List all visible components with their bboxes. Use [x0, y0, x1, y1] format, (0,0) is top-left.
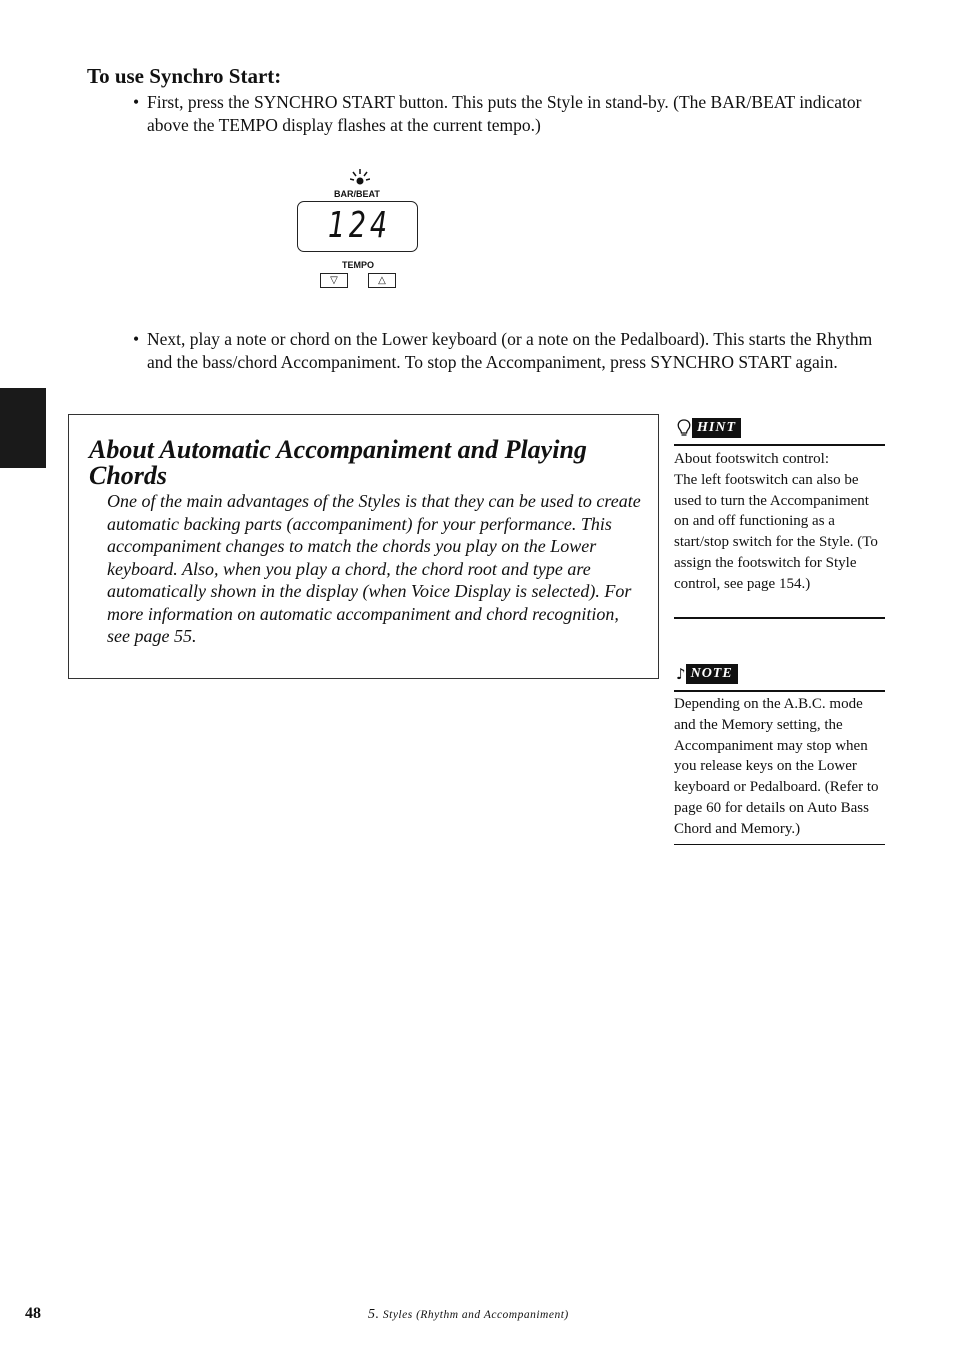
hint-badge — [676, 418, 741, 438]
hint-title: About footswitch control: — [674, 451, 829, 467]
info-box — [68, 414, 659, 679]
section-heading: To use Synchro Start: — [87, 64, 282, 88]
bullet-mark: • — [133, 92, 140, 112]
note-badge-label: NOTE — [686, 664, 738, 684]
hint-badge-label: HINT — [692, 418, 741, 438]
bullet-item-2 — [133, 328, 873, 373]
bullet-item-1 — [133, 91, 873, 136]
info-box-body: One of the main advantages of the Styles is that they can be used to create automatic backing parts (accompaniment) for your performance. This accompaniment changes to match the chords you play on the Lower keyboard. Also, when you play a chord, the chord root and type are automatically shown in the display (when Voice Display is selected). For more information on automatic accompaniment and chord recognition, see page 55. — [107, 491, 641, 646]
lightbulb-icon — [676, 418, 692, 438]
note-badge — [676, 664, 738, 684]
note-divider — [674, 844, 885, 845]
tempo-up-button[interactable]: △ — [368, 273, 396, 288]
barbeat-label: BAR/BEAT — [334, 189, 380, 199]
bullet-text: First, press the SYNCHRO START button. This puts the Style in stand-by. (The BAR/BEAT indicator above the TEMPO display flashes at the current tempo.) — [147, 92, 862, 135]
hint-header — [674, 416, 885, 446]
info-box-title: About Automatic Accompaniment and Playing Chords — [89, 435, 587, 490]
hint-content — [674, 449, 885, 595]
running-footer — [368, 1307, 569, 1323]
bullet-mark: • — [133, 329, 140, 349]
tempo-display — [297, 201, 418, 252]
chapter-title: Styles (Rhythm and Accompaniment) — [382, 1309, 569, 1321]
page-number: 48 — [25, 1305, 41, 1322]
tempo-down-button[interactable]: ▽ — [320, 273, 348, 288]
note-text: Depending on the A.B.C. mode and the Memory setting, the Accompaniment may stop when you release keys on the Lower keyboard or Pedalboard. (Refer to page 60 for details on Auto Bass Chord and Memory.) — [674, 696, 879, 837]
tempo-display-value: 124 — [328, 205, 391, 246]
chapter-tab — [0, 388, 46, 468]
tempo-label: TEMPO — [342, 260, 375, 270]
hint-text: The left footswitch can also be used to turn the Accompaniment on and off functioning as a start/stop switch for the Style. (To assign the footswitch for Style control, see page 154.) — [674, 471, 878, 592]
flashing-lamp-icon — [350, 168, 370, 188]
note-header — [674, 662, 885, 692]
chapter-number: 5. — [368, 1307, 380, 1322]
barbeat-tempo-diagram — [290, 165, 430, 295]
music-note-icon: ♪ — [676, 665, 686, 683]
hint-divider — [674, 617, 885, 619]
bullet-text: Next, play a note or chord on the Lower keyboard (or a note on the Pedalboard). This starts the Rhythm and the bass/chord Accompaniment. To stop the Accompaniment, press SYNCHRO START again. — [147, 329, 873, 372]
